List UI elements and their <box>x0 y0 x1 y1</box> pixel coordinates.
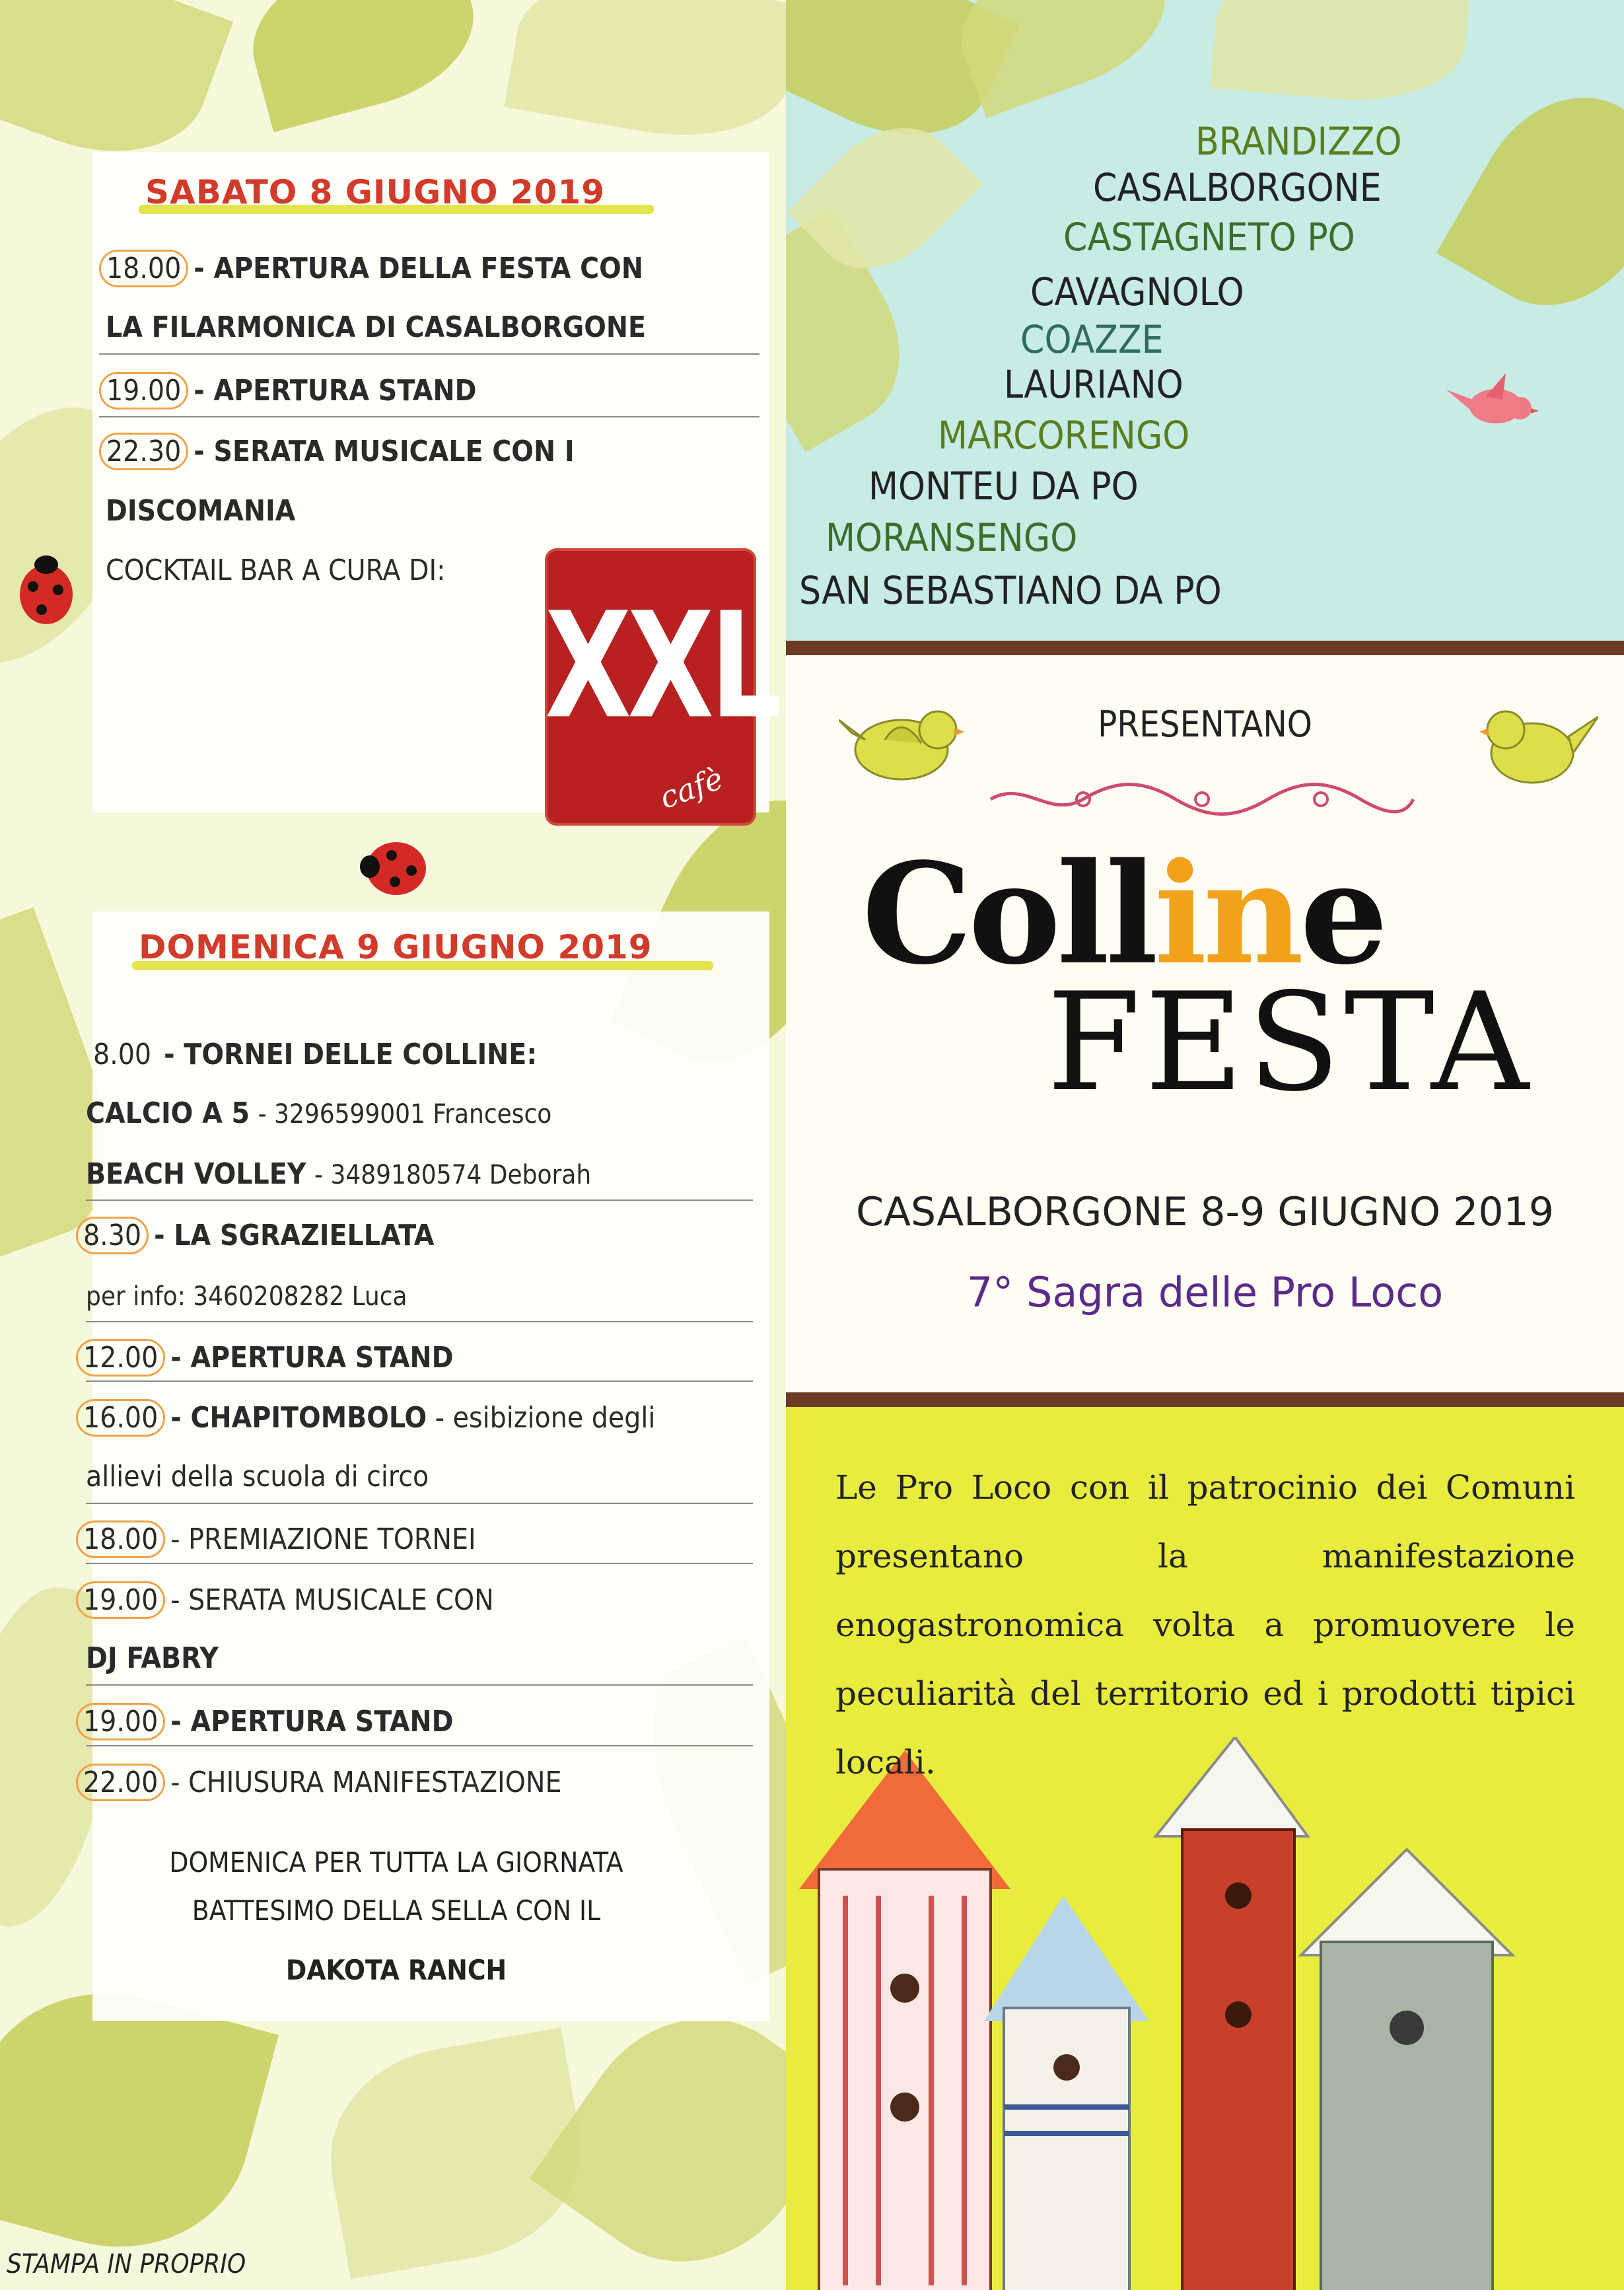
town-name: MORANSENGO <box>826 515 1078 560</box>
schedule-row <box>86 1641 786 1675</box>
sunday-note-line: DAKOTA RANCH <box>285 1954 507 1986</box>
leaf-decoration <box>1210 0 1471 110</box>
schedule-row <box>99 372 786 410</box>
event-text: DJ FABRY <box>86 1641 219 1675</box>
schedule-row: per info: 3460208282 Luca <box>86 1281 407 1312</box>
time-badge: 22.00 <box>76 1764 165 1801</box>
town-name: CAVAGNOLO <box>1030 269 1244 314</box>
event-text: - APERTURA STAND <box>170 1341 454 1375</box>
yellow-bird-icon <box>1479 694 1598 793</box>
divider-band <box>786 641 1624 655</box>
sunday-note-line: DOMENICA PER TUTTA LA GIORNATA <box>169 1846 623 1879</box>
town-name: MONTEU DA PO <box>868 464 1139 509</box>
title-part: Coll <box>862 832 1154 995</box>
schedule-row <box>76 1399 786 1437</box>
event-title-festa: FESTA <box>1047 964 1533 1122</box>
schedule-row <box>76 1217 786 1254</box>
time-badge: 19.00 <box>76 1581 165 1619</box>
left-panel <box>0 0 786 2290</box>
presentano-label: PRESENTANO <box>1098 703 1312 745</box>
schedule-row <box>76 1339 786 1377</box>
town-name: LAURIANO <box>1004 362 1183 407</box>
birdhouses-illustration <box>786 1737 1624 2290</box>
event-text: - APERTURA DELLA FESTA CON <box>194 252 643 285</box>
divider <box>86 1199 753 1201</box>
time-badge: 18.00 <box>99 250 188 287</box>
divider-band <box>786 1392 1624 1407</box>
divider <box>99 353 759 355</box>
town-name: BRANDIZZO <box>1195 119 1402 164</box>
leaf-decoration <box>236 0 490 132</box>
print-note: STAMPA IN PROPRIO <box>7 2249 246 2279</box>
event-text: - LA SGRAZIELLATA <box>154 1219 435 1252</box>
leaf-decoration <box>1436 64 1624 339</box>
schedule-row <box>76 1703 786 1740</box>
schedule-row <box>99 250 786 287</box>
schedule-row <box>99 433 786 470</box>
schedule-row <box>76 1581 786 1619</box>
event-text: - CHIUSURA MANIFESTAZIONE <box>170 1766 562 1799</box>
ladybug-icon <box>20 565 73 624</box>
sunday-title: DOMENICA 9 GIUGNO 2019 <box>139 928 653 966</box>
time-badge: 22.30 <box>99 433 188 470</box>
logo-subtext: cafè <box>654 760 728 816</box>
schedule-row <box>86 1096 786 1130</box>
divider <box>86 1321 753 1322</box>
event-detail: - 3489180574 Deborah <box>314 1160 592 1190</box>
event-text: - APERTURA STAND <box>170 1705 454 1738</box>
event-detail: - 3296599001 Francesco <box>258 1099 552 1129</box>
ornament-divider <box>984 779 1420 819</box>
time-badge: 8.30 <box>76 1217 149 1254</box>
divider <box>86 1745 753 1746</box>
event-text: - TORNEI DELLE COLLINE: <box>164 1038 538 1071</box>
schedule-row <box>76 1764 786 1801</box>
sunday-note-line: BATTESIMO DELLA SELLA CON IL <box>192 1894 601 1927</box>
ladybug-icon <box>367 842 426 895</box>
divider <box>86 1563 753 1564</box>
event-dateline: CASALBORGONE 8-9 GIUGNO 2019 <box>856 1189 1554 1235</box>
event-text: - APERTURA STAND <box>194 374 477 408</box>
event-subtitle: 7° Sagra delle Pro Loco <box>966 1268 1444 1316</box>
schedule-row <box>106 494 786 528</box>
right-panel <box>786 0 1624 2290</box>
cocktail-label: COCKTAIL BAR A CURA DI: <box>106 554 446 587</box>
time-badge: 19.00 <box>99 372 188 410</box>
event-text: BEACH VOLLEY <box>86 1157 306 1191</box>
event-text: - PREMIAZIONE TORNEI <box>170 1522 476 1556</box>
event-text: LA FILARMONICA DI CASALBORGONE <box>106 310 647 344</box>
town-name: COAZZE <box>1020 317 1164 362</box>
schedule-row <box>86 1036 786 1073</box>
logo-text: XXL <box>545 581 778 752</box>
divider <box>86 1380 753 1382</box>
leaf-decoration <box>504 0 786 155</box>
schedule-row: allievi della scuola di circo <box>86 1460 429 1493</box>
saturday-title: SABATO 8 GIUGNO 2019 <box>145 173 606 211</box>
schedule-row <box>106 310 786 344</box>
divider <box>99 416 759 417</box>
schedule-row <box>86 1157 786 1191</box>
event-text: DISCOMANIA <box>106 494 296 528</box>
xxl-cafe-logo <box>545 548 778 826</box>
description-text: Le Pro Loco con il patrocinio dei Comuni presentano la manifestazione enogastronomica volta a promuovere le peculiarità del territorio ed i prodotti tipici locali. <box>835 1468 1575 1781</box>
event-detail: - esibizione degli <box>435 1401 656 1435</box>
time-badge: 18.00 <box>76 1521 165 1558</box>
divider <box>86 1684 753 1686</box>
title-part: e <box>1300 832 1384 995</box>
pink-bird-icon <box>1446 370 1539 436</box>
time-badge: 19.00 <box>76 1703 165 1740</box>
town-name: CASALBORGONE <box>1093 165 1382 210</box>
town-name: SAN SEBASTIANO DA PO <box>799 568 1222 613</box>
event-text: - CHAPITOMBOLO <box>170 1401 427 1435</box>
towns-header <box>786 0 1624 641</box>
divider <box>86 1503 753 1504</box>
event-text: - SERATA MUSICALE CON <box>170 1583 494 1617</box>
town-name: CASTAGNETO PO <box>1063 215 1355 260</box>
title-part: in <box>1154 832 1300 995</box>
time-badge: 16.00 <box>76 1399 165 1437</box>
schedule-row <box>76 1521 786 1558</box>
town-name: MARCORENGO <box>938 413 1190 458</box>
event-text: - SERATA MUSICALE CON I <box>194 435 575 468</box>
time-label: 8.00 <box>93 1038 152 1071</box>
time-badge: 12.00 <box>76 1339 165 1377</box>
event-text: CALCIO A 5 <box>86 1096 250 1130</box>
